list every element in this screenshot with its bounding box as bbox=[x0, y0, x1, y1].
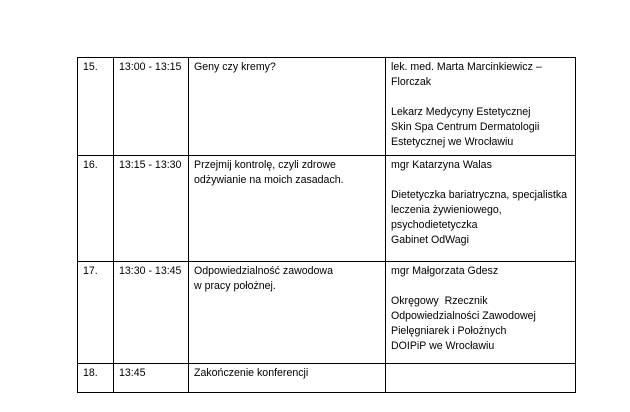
item-number-cell bbox=[78, 262, 114, 364]
spacer bbox=[391, 279, 571, 294]
topic-cell bbox=[189, 364, 386, 393]
time-cell bbox=[114, 262, 189, 364]
speaker-name-line: mgr Katarzyna Walas bbox=[391, 159, 492, 171]
table-row bbox=[78, 58, 576, 156]
speaker-affiliation-line: DOIPiP we Wrocławiu bbox=[391, 340, 495, 352]
time-cell bbox=[114, 58, 189, 156]
speaker-cell bbox=[386, 58, 576, 156]
speaker-affiliation-line: Lekarz Medycyny Estetycznej bbox=[391, 106, 531, 118]
spacer bbox=[391, 173, 571, 188]
topic-line: Zakończenie konferencji bbox=[194, 367, 309, 379]
item-number: 15. bbox=[83, 61, 98, 73]
topic-line: Geny czy kremy? bbox=[194, 61, 276, 73]
speaker-name-line: Florczak bbox=[391, 76, 432, 88]
speaker-affiliation-line: Skin Spa Centrum Dermatologii bbox=[391, 121, 540, 133]
item-number: 18. bbox=[83, 367, 98, 379]
topic-line: w pracy położnej. bbox=[194, 280, 276, 292]
topic-cell bbox=[189, 262, 386, 364]
speaker-affiliation-line: Gabinet OdWagi bbox=[391, 234, 469, 246]
speaker-affiliation-line: Pielęgniarek i Położnych bbox=[391, 325, 507, 337]
speaker-name-line: mgr Małgorzata Gdesz bbox=[391, 265, 499, 277]
item-number-cell bbox=[78, 58, 114, 156]
time-slot: 13:15 - 13:30 bbox=[119, 159, 182, 171]
time-cell bbox=[114, 156, 189, 262]
topic-line: Odpowiedzialność zawodowa bbox=[194, 265, 333, 277]
time-slot: 13:00 - 13:15 bbox=[119, 61, 182, 73]
time-slot: 13:45 bbox=[119, 367, 146, 379]
speaker-name-line: lek. med. Marta Marcinkiewicz – bbox=[391, 61, 542, 73]
topic-cell bbox=[189, 58, 386, 156]
item-number-cell bbox=[78, 364, 114, 393]
table-row bbox=[78, 156, 576, 262]
time-slot: 13:30 - 13:45 bbox=[119, 265, 182, 277]
speaker-cell bbox=[386, 156, 576, 262]
speaker-affiliation-line: Odpowiedzialności Zawodowej bbox=[391, 310, 536, 322]
speaker-affiliation-line: leczenia żywieniowego, bbox=[391, 204, 502, 216]
topic-line: odżywianie na moich zasadach. bbox=[194, 174, 344, 186]
table-row bbox=[78, 262, 576, 364]
spacer bbox=[391, 90, 571, 105]
item-number: 16. bbox=[83, 159, 98, 171]
topic-cell bbox=[189, 156, 386, 262]
time-cell bbox=[114, 364, 189, 393]
item-number: 17. bbox=[83, 265, 98, 277]
schedule-table bbox=[77, 57, 576, 393]
speaker-affiliation-line: Estetycznej we Wrocławiu bbox=[391, 136, 514, 148]
speaker-affiliation-line: psychodietetyczka bbox=[391, 219, 478, 231]
speaker-cell bbox=[386, 262, 576, 364]
topic-line: Przejmij kontrolę, czyli zdrowe bbox=[194, 159, 336, 171]
item-number-cell bbox=[78, 156, 114, 262]
speaker-affiliation-line: Okręgowy Rzecznik bbox=[391, 295, 488, 307]
speaker-cell bbox=[386, 364, 576, 393]
speaker-affiliation-line: Dietetyczka bariatryczna, specjalistka bbox=[391, 189, 568, 201]
table-row bbox=[78, 364, 576, 393]
